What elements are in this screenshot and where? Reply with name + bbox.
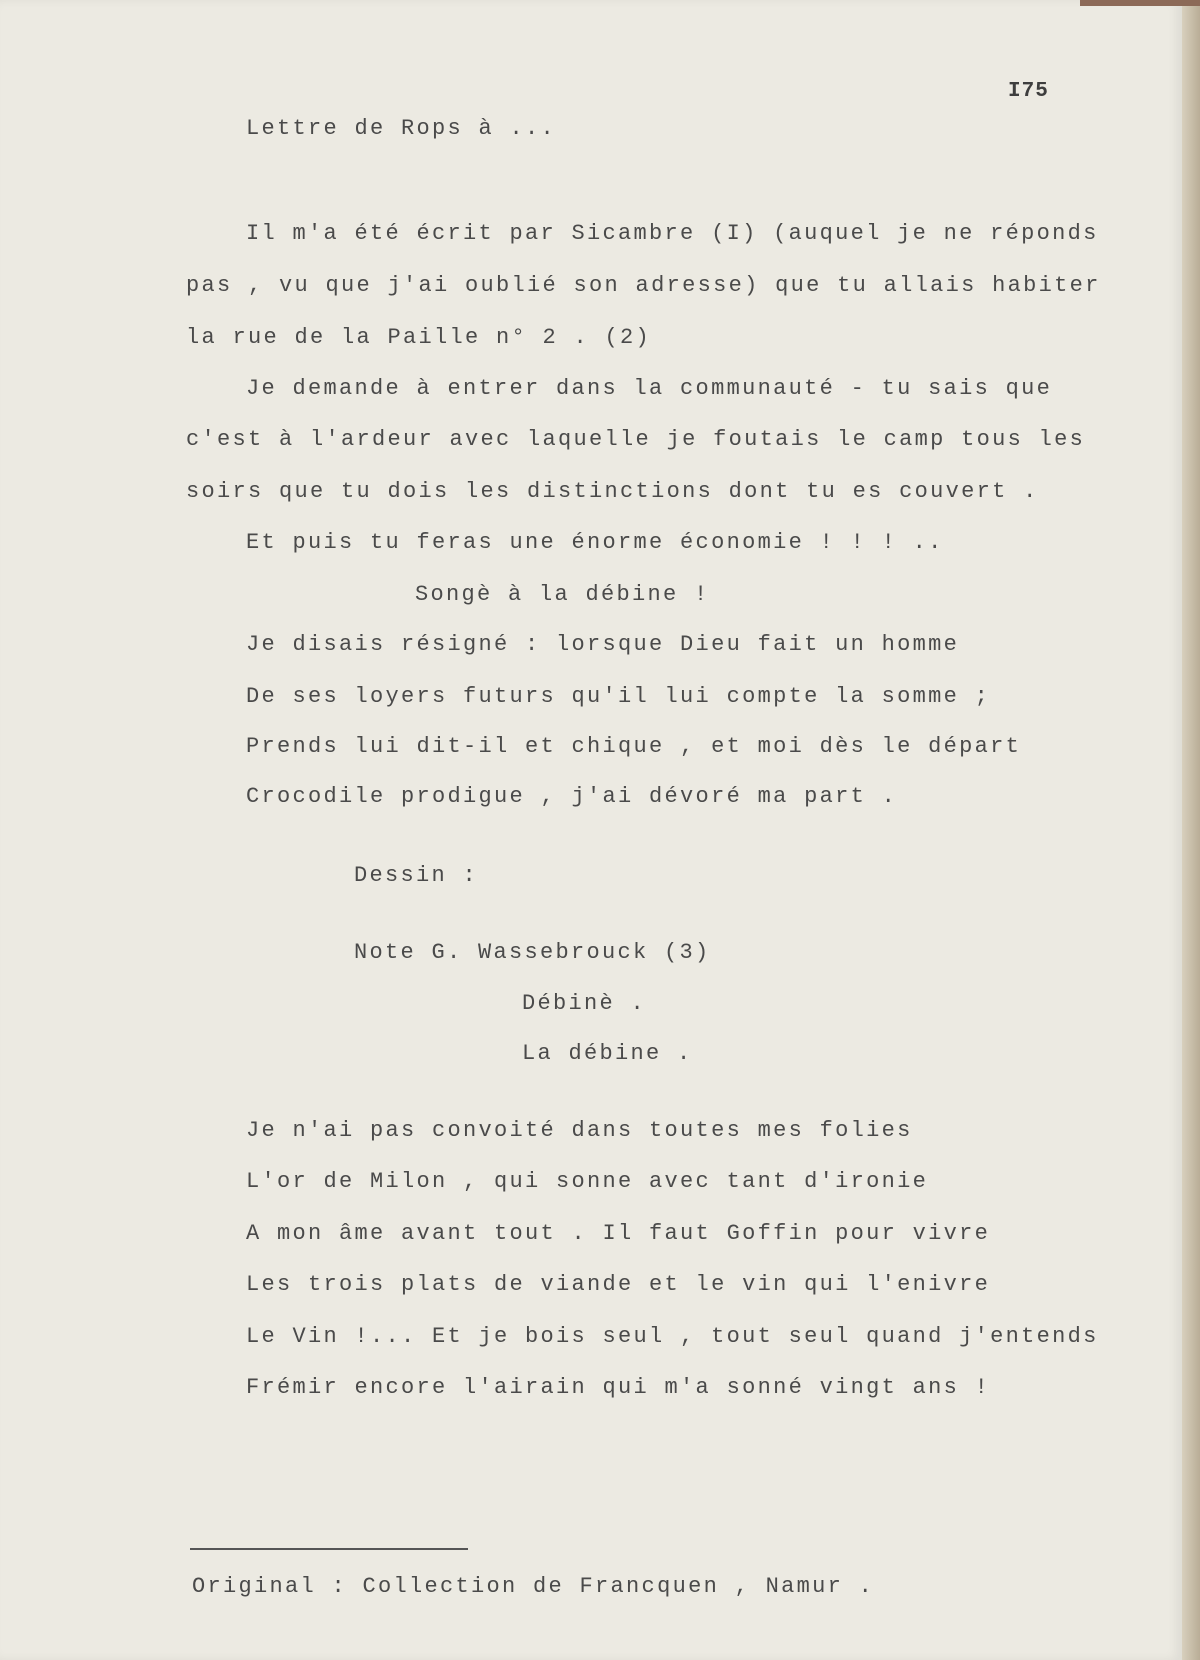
letter-line: pas , vu que j'ai oublié son adresse) que tu allais habiter xyxy=(186,273,1101,298)
verse-line: De ses loyers futurs qu'il lui compte la somme ; xyxy=(246,684,991,709)
footnote-divider xyxy=(190,1548,468,1550)
verse-line: Le Vin !... Et je bois seul , tout seul quand j'entends xyxy=(246,1324,1099,1349)
page-edge xyxy=(1182,0,1200,1660)
footnote: Original : Collection de Francquen , Namur . xyxy=(192,1574,875,1599)
letter-line: Il m'a été écrit par Sicambre (I) (auquel je ne réponds xyxy=(246,221,1099,246)
verse-subtitle: Songè à la débine ! xyxy=(415,582,710,607)
letter-line: Je demande à entrer dans la communauté - tu sais que xyxy=(246,376,1053,401)
binding-edge xyxy=(1080,0,1200,6)
verse-line: Frémir encore l'airain qui m'a sonné vingt ans ! xyxy=(246,1375,991,1400)
verse-line: Je n'ai pas convoité dans toutes mes folies xyxy=(246,1118,913,1143)
verse-line: L'or de Milon , qui sonne avec tant d'ironie xyxy=(246,1169,929,1194)
verse-line: Les trois plats de viande et le vin qui l'enivre xyxy=(246,1272,991,1297)
note-subline: La débine . xyxy=(522,1041,693,1066)
letter-line: soirs que tu dois les distinctions dont tu es couvert . xyxy=(186,479,1039,504)
letter-line: Et puis tu feras une énorme économie ! ! ! .. xyxy=(246,530,944,555)
verse-line: Prends lui dit-il et chique , et moi dès le départ xyxy=(246,734,1022,759)
note-subline: Débinè . xyxy=(522,991,647,1016)
letter-heading: Lettre de Rops à ... xyxy=(246,116,557,141)
drawing-label: Dessin : xyxy=(354,863,479,888)
note-line: Note G. Wassebrouck (3) xyxy=(354,940,711,965)
verse-line: Je disais résigné : lorsque Dieu fait un homme xyxy=(246,632,960,657)
letter-line: la rue de la Paille n° 2 . (2) xyxy=(186,325,652,350)
letter-line: c'est à l'ardeur avec laquelle je foutais le camp tous les xyxy=(186,427,1086,452)
verse-line: A mon âme avant tout . Il faut Goffin pour vivre xyxy=(246,1221,991,1246)
page-number: I75 xyxy=(1008,80,1049,103)
verse-line: Crocodile prodigue , j'ai dévoré ma part . xyxy=(246,784,898,809)
